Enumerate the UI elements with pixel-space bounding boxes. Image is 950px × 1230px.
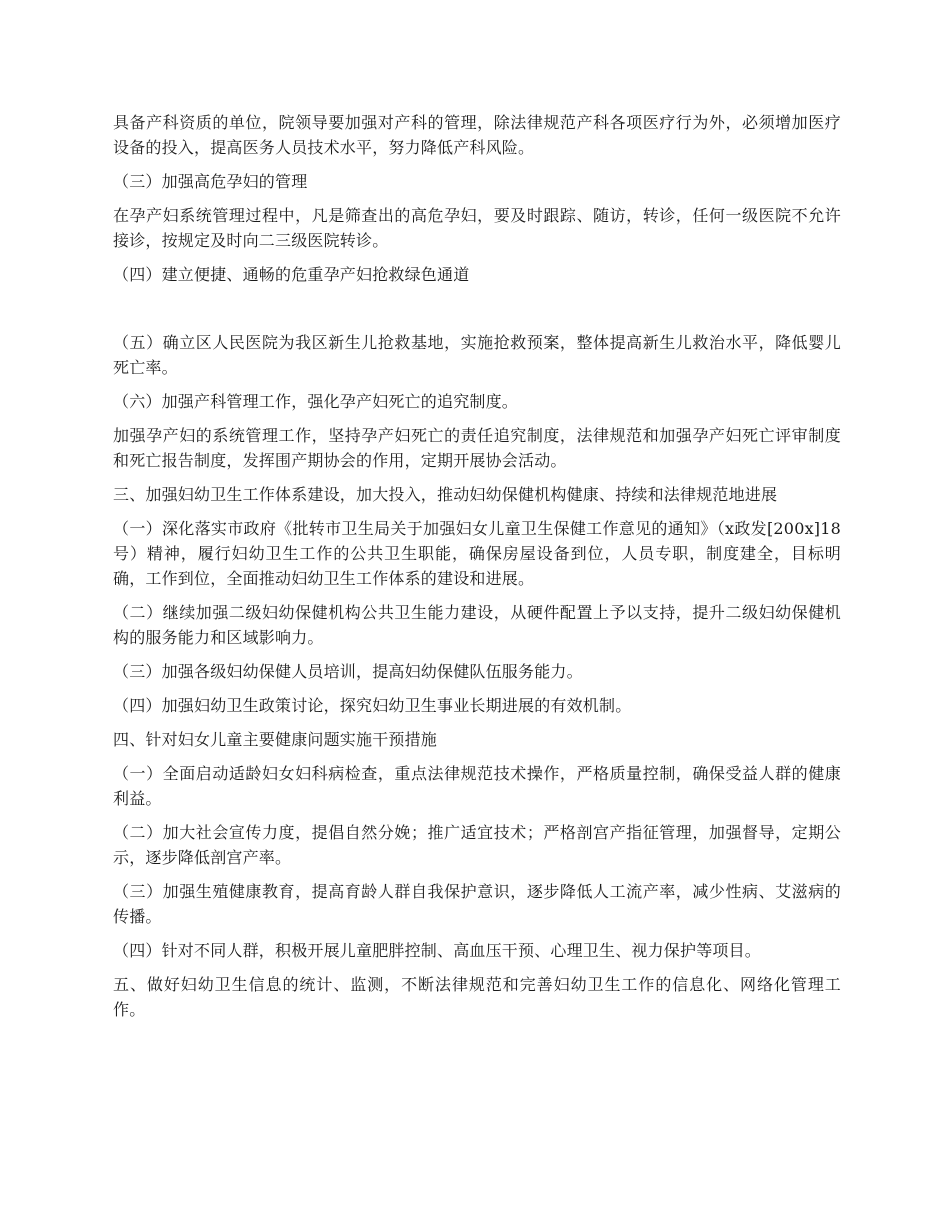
paragraph: （四）针对不同人群，积极开展儿童肥胖控制、高血压干预、心理卫生、视力保护等项目。 xyxy=(113,941,762,960)
paragraph: （三）加强各级妇幼保健人员培训，提高妇幼保健队伍服务能力。 xyxy=(113,662,583,681)
paragraph: （一）深化落实市政府《批转市卫生局关于加强妇女儿童卫生保健工作意见的通知》（x政发[200x]18号）精神，履行妇幼卫生工作的公共卫生职能，确保房屋设备到位，人员专职，制度建全，目标明确，工作到位，全面推动妇幼卫生工作体系的建设和进展。 xyxy=(113,519,841,588)
paragraph: （二）加大社会宣传力度，提倡自然分娩；推广适宜技术；严格剖宫产指征管理，加强督导，定期公示，逐步降低剖宫产率。 xyxy=(113,823,841,867)
paragraph: 具备产科资质的单位，院领导要加强对产科的管理，除法律规范产科各项医疗行为外，必须增加医疗设备的投入，提高医务人员技术水平，努力降低产科风险。 xyxy=(113,113,841,157)
paragraph: （三）加强生殖健康教育，提高育龄人群自我保护意识，逐步降低人工流产率，减少性病、艾滋病的传播。 xyxy=(113,882,841,926)
blank-gap xyxy=(113,296,841,330)
section-heading: （六）加强产科管理工作，强化孕产妇死亡的追究制度。 xyxy=(113,392,519,411)
document-page xyxy=(113,110,841,1031)
section-heading: 三、加强妇幼卫生工作体系建设，加大投入，推动妇幼保健机构健康、持续和法律规范地进展 xyxy=(113,485,778,504)
section-heading: （四）建立便捷、通畅的危重孕产妇抢救绿色通道 xyxy=(113,265,470,284)
paragraph: （四）加强妇幼卫生政策讨论，探究妇幼卫生事业长期进展的有效机制。 xyxy=(113,696,632,715)
paragraph: （二）继续加强二级妇幼保健机构公共卫生能力建设，从硬件配置上予以支持，提升二级妇幼保健机构的服务能力和区域影响力。 xyxy=(113,603,841,647)
section-heading: 四、针对妇女儿童主要健康问题实施干预措施 xyxy=(113,730,438,749)
paragraph: 加强孕产妇的系统管理工作，坚持孕产妇死亡的责任追究制度，法律规范和加强孕产妇死亡评审制度和死亡报告制度，发挥围产期协会的作用，定期开展协会活动。 xyxy=(113,426,841,470)
paragraph: （五）确立区人民医院为我区新生儿抢救基地，实施抢救预案，整体提高新生儿救治水平，降低婴儿死亡率。 xyxy=(113,333,841,377)
section-heading: （三）加强高危孕妇的管理 xyxy=(113,172,308,191)
section-heading: 五、做好妇幼卫生信息的统计、监测，不断法律规范和完善妇幼卫生工作的信息化、网络化管理工作。 xyxy=(113,975,841,1019)
paragraph: 在孕产妇系统管理过程中，凡是筛查出的高危孕妇，要及时跟踪、随访，转诊，任何一级医院不允许接诊，按规定及时向二三级医院转诊。 xyxy=(113,206,841,250)
paragraph: （一）全面启动适龄妇女妇科病检查，重点法律规范技术操作，严格质量控制，确保受益人群的健康利益。 xyxy=(113,764,841,808)
